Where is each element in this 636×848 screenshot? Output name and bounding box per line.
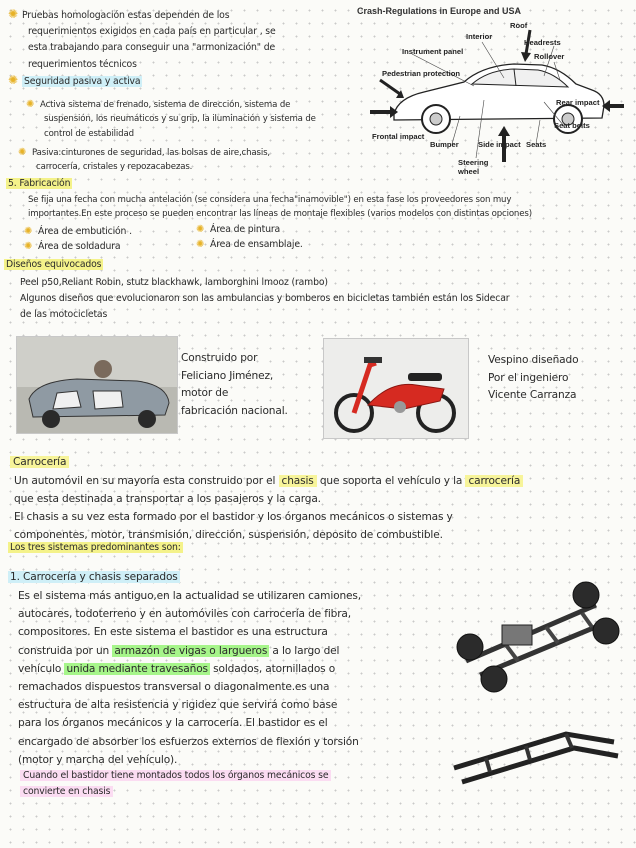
sistemas-heading: Los tres sistemas predominantes son: (10, 542, 181, 553)
star-bullet-icon: ✺ (196, 224, 205, 235)
microcar-wheel (42, 410, 60, 428)
label-interior: Interior (466, 32, 493, 41)
chassis-wheel (481, 666, 507, 692)
star-bullet-icon: ✺ (26, 99, 35, 110)
moped-engine (394, 401, 406, 413)
crash-regulations-diagram (354, 2, 632, 178)
vespino-illustration (324, 339, 469, 439)
photo-chassis-complete (446, 565, 622, 700)
label-rear-impact: Rear impact (556, 98, 600, 107)
label-steering-2: wheel (458, 167, 480, 176)
label-side-impact: Side impact (478, 140, 521, 149)
star-bullet-icon: ✺ (8, 7, 18, 21)
roof-arrowhead-icon (521, 52, 531, 62)
sistema1-text: Es el sistema más antiguo,en la actualidad se utilizaren camiones, autocares, todoterreno y en automóviles con carrocería de fibra, compositores. En este sistema el bastidor es una estructura construida por un armazón de vigas o largueros a lo largo del vehículo unida mediante travesaños soldados, atornillados o remachados dispuestos transversal o diagonalmente.es una estructura de alta resistencia y rigidez que servirá como base para los órganos mecánicos y la carrocería. El bastidor es el encargado de absorber los esfuerzos externos de flexión y torsión (motor y marcha del vehículo). (18, 590, 361, 766)
photo-microcar (16, 336, 178, 434)
moped-frame (368, 384, 444, 409)
microcar-stripe (53, 391, 81, 409)
star-bullet-icon: ✺ (24, 226, 33, 237)
fabricacion-text: Se fija una fecha con mucha antelación (se considera una fecha"inamovible") en esta fase los proveedores son muy importantes.En este proceso se pueden encontrar las líneas de montaje flexibles (varios modelos con distintas opciones) (28, 195, 532, 220)
moped-handlebar (364, 357, 382, 363)
sistema1-note: Cuando el bastidor tiene montados todos los órganos mecánicos se convierte en chasis (20, 768, 460, 800)
intro-text: ✺ Pruebas homologación estas dependen de los requerimientos exigidos en cada país en particular , se esta trabajando para conseguir una "armonización" de requerimientos técnicos ✺ Seguridad pasiva y activa (8, 7, 276, 87)
caption-microcar: Construido por Feliciano Jiménez, motor de fabricación nacional. (181, 352, 288, 417)
microcar-wheel (138, 410, 156, 428)
chassis-wheel (593, 618, 619, 644)
seguridad-activa: ✺ Activa sistema de frenado, sistema de dirección, sistema de suspensión, los neumáticos y su grip, la iluminación y sistema de control de estabilidad (26, 99, 316, 139)
star-bullet-icon: ✺ (18, 147, 27, 158)
chassis-illustration (446, 565, 622, 700)
driver-head (94, 360, 112, 378)
photo-ladder-frame (446, 712, 622, 792)
seguridad-pasiva: ✺ Pasiva:cinturones de seguridad, las bolsas de aire,chasis, carrocería, cristales y repozacabezas. (18, 147, 271, 173)
diagram-title: Crash-Regulations in Europe and USA (357, 6, 522, 16)
carroceria-heading: Carrocería (10, 454, 69, 471)
chassis-wheel (573, 582, 599, 608)
label-instrument-panel: Instrument panel (402, 47, 464, 56)
areas-left: ✺ Área de embutición . ✺ Área de soldadura (24, 226, 132, 252)
ladder-frame-illustration (446, 712, 622, 792)
microcar-illustration (17, 337, 178, 434)
microcar-stripe (93, 391, 123, 409)
photo-vespino (323, 338, 469, 439)
label-frontal-impact: Frontal impact (372, 132, 425, 141)
carroceria-text: Un automóvil en su mayoría esta construido por el chasis que soporta el vehículo y la carrocería que esta destinada a transportar a los pasajeros y la carga. El chasis a su vez esta formado por el bastidor y los órganos mecánicos o sistemas y componentes, motor, transmisión, dirección, suspensión, deposito de combustible. (14, 472, 632, 544)
disenos-heading: Diseños equivocados (6, 259, 102, 270)
sistema1-heading: 1. Carrocería y chasis separados (10, 571, 178, 583)
front-hub (430, 113, 442, 125)
star-bullet-icon: ✺ (196, 239, 205, 250)
label-roof: Roof (510, 21, 528, 30)
label-seat-belts: Seat belts (554, 121, 590, 130)
ladder-rail (462, 748, 618, 782)
label-seats: Seats (526, 140, 547, 149)
disenos-text: Peel p50,Reliant Robin, stutz blackhawk, lamborghini lmooz (rambo) Algunos diseños que evolucionaron son las ambulancias y bomberos en bicicletas también están los Sidecar de las motocicletas (20, 277, 510, 321)
label-rollover: Rollover (534, 52, 565, 61)
seguridad-heading: Seguridad pasiva y activa (24, 75, 141, 87)
side-arrowhead-icon (498, 126, 510, 136)
fabricacion-heading: 5. Fabricación (8, 178, 71, 189)
caption-vespino: Vespino diseñado Por el ingeniero Vicente Carranza (488, 354, 579, 401)
engine-block (502, 625, 532, 645)
chassis-wheel (457, 634, 483, 660)
areas-right: ✺ Área de pintura ✺ Área de ensamblaje. (196, 224, 303, 250)
star-bullet-icon: ✺ (8, 72, 18, 87)
car-diagram-svg (354, 2, 632, 178)
label-headrests: Headrests (524, 38, 561, 47)
star-bullet-icon: ✺ (24, 241, 33, 252)
moped-seat (408, 373, 442, 381)
pedestrian-arrow-icon (380, 80, 400, 94)
label-bumper: Bumper (430, 140, 459, 149)
label-pedestrian: Pedestrian protection (382, 69, 461, 78)
label-steering-1: Steering (458, 158, 489, 167)
